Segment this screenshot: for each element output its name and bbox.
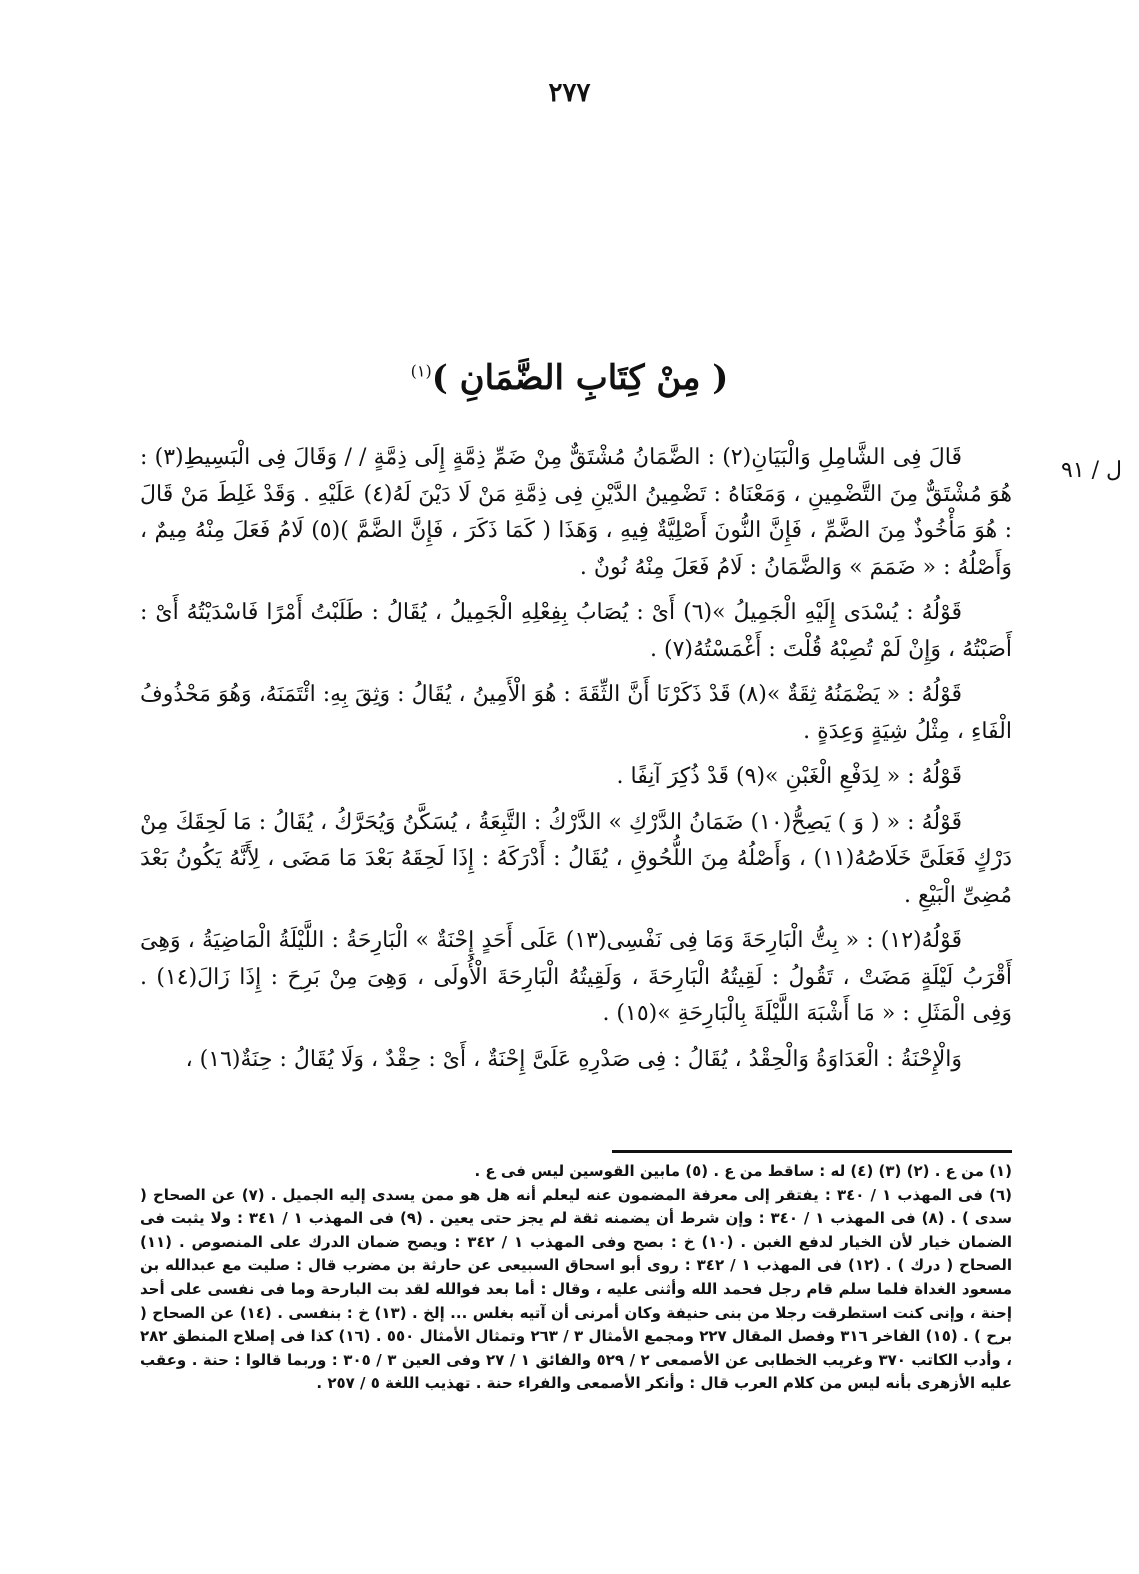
paragraph-ghabn: قَوْلُهُ : « لِدَفْعِ الْغَبْنِ »(٩) قَدْ ذُكِرَ آنِفًا . xyxy=(616,764,962,789)
footnote-line-short: (١) من ع . (٢) (٣) (٤) له : ساقط من ع . (٥) مابين القوسين ليس فى ع . xyxy=(474,1162,1012,1180)
paragraph-bariha: قَوْلُهُ(١٢) : « بِتُّ الْبَارِحَةَ وَمَا فِى نَفْسِى(١٣) عَلَى أَحَدٍ إِحْنَةٌ » الْبَارِحَةُ : اللَّيْلَةُ الْمَاضِيَةُ ، وَهِىَ أَقْرَبُ لَيْلَةٍ مَضَتْ ، تَقُولُ : لَقِيتُهُ الْبَارِحَةَ ، وَلَقِيتُهُ الْبَارِحَةَ الْأُولَى ، وَهِىَ مِنْ بَرِحَ : إِذَا زَالَ(١٤) . وَفِى الْمَثَلِ : « مَا أَشْبَهَ اللَّيْلَةَ بِالْبَارِحَةِ »(١٥) . xyxy=(140,928,1012,1026)
page-number: ٢٧٧ xyxy=(548,78,591,108)
footnote-divider xyxy=(612,1150,1012,1153)
manuscript-folio-note: ل / ٩١ xyxy=(1060,458,1122,483)
chapter-footnote-ref: (١) xyxy=(410,361,432,381)
footnote-block: (٦) فى المهذب ١ / ٣٤٠ : يفتقر إلى معرفة المضمون عنه ليعلم أنه هل هو ممن يسدى إليه الجميل . (٧) عن الصحاح ( سدى ) . (٨) فى المهذب ١ / ٣٤٠ : وإن شرط أن يضمنه ثقة لم يجز حتى يعين . (٩) فى المهذب ١ / ٣٤١ : ولا يثبت فى الضمان خيار لأن الخيار لدفع الغبن . (١٠) خ : بصح وفى المهذب ١ / ٣٤٢ : ويصح ضمان الدرك على المنصوص . (١١) الصحاح ( درك ) . (١٢) فى المهذب ١ / ٣٤٢ : روى أبو اسحاق السبيعى عن حارثة بن مضرب قال : صليت مع عبدالله بن مسعود الغداة فلما سلم قام رجل فحمد الله وأثنى عليه ، وقال : أما بعد فوالله لقد بت البارحة وما فى نفسى على أحد إحنة ، وإنى كنت استطرقت رجلا من بنى حنيفة وكان أمرنى أن آتيه بغلس ... إلخ . (١٣) خ : بنفسى . (١٤) عن الصحاح ( برح ) . (١٥) الفاخر ٣١٦ وفصل المقال ٢٢٧ ومجمع الأمثال ٣ / ٢٦٣ وتمثال الأمثال ٥٥٠ . (١٦) كذا فى إصلاح المنطق ٢٨٢ ، وأدب الكاتب ٣٧٠ وغريب الخطابى عن الأصمعى ٢ / ٥٢٩ والفائق ١ / ٢٧ وفى العين ٣ / ٣٠٥ : وربما قالوا : حنة . وعقب عليه الأزهرى بأنه ليس من كلام العرب قال : وأنكر الأصمعى والفراء حنة . تهذيب اللغة ٥ / ٢٥٧ . xyxy=(140,1185,1012,1393)
paragraph-dark: قَوْلُهُ : « ( وَ ) يَصِحُّ(١٠) ضَمَانُ الدَّرْكِ » الدَّرْكُ : التَّبِعَةُ ، يُسَكَّنُ وَيُحَرَّكُ ، يُقَالُ : مَا لَحِقَكَ مِنْ دَرْكٍ فَعَلَىَّ خَلَاصُهُ(١١) ، وَأَصْلُهُ مِنَ اللُّحُوقِ ، يُقَالُ : أَدْرَكَهُ : إِذَا لَحِقَهُ بَعْدَ مَا مَضَى ، لِأَنَّهُ يَكُونُ بَعْدَ مُضِىِّ الْبَيْعِ . xyxy=(140,809,1013,908)
paragraph-yusda: قَوْلُهُ : يُسْدَى إِلَيْهِ الْجَمِيلُ »(٦) أَىْ : يُصَابُ بِفِعْلِهِ الْجَمِيلُ ، يُقَالُ : طَلَبْتُ أَمْرًا فَاسْدَيْتُهُ أَىْ : أَصَبْتُهُ ، وَإِنْ لَمْ تُصِبْهُ قُلْتَ : أَغْمَسْتُهُ(٧) . xyxy=(140,600,1012,662)
paragraph-ihna: وَالْإِحْنَةُ : الْعَدَاوَةُ وَالْحِقْدُ ، يُقَالُ : فِى صَدْرِهِ عَلَىَّ إِحْنَةٌ ، أَىْ : حِقْدٌ ، وَلَا يُقَالُ : حِنَةٌ(١٦) ، xyxy=(185,1046,962,1072)
paragraph-thiqa: قَوْلُهُ : « يَضْمَنُهُ ثِقَةٌ »(٨) قَدْ ذَكَرْنَا أَنَّ الثِّقَةَ : هُوَ الْأَمِينُ ، يُقَالُ : وَثِقَ بِهِ: ائْتَمَنَهُ، وَهُوَ مَحْذُوفُ الْفَاءِ ، مِثْلُ شِيَةٍ وَعِدَةٍ . xyxy=(140,682,1012,744)
paragraph-daman-definition: قَالَ فِى الشَّامِلِ وَالْبَيَانِ(٢) : الضَّمَانُ مُشْتَقٌّ مِنْ ضَمِّ ذِمَّةٍ إِلَى ذِمَّةٍ / / وَقَالَ فِى الْبَسِيطِ(٣) : هُوَ مُشْتَقٌّ مِنَ التَّضْمِينِ ، وَمَعْنَاهُ : تَضْمِينُ الدَّيْنِ فِى ذِمَّةِ مَنْ لَا دَيْنَ لَهُ(٤) عَلَيْهِ . وَقَدْ غَلِطَ مَنْ قَالَ : هُوَ مَأْخُوذٌ مِنَ الضَّمِّ ، فَإِنَّ النُّونَ أَصْلِيَّةٌ فِيهِ ، وَهَذَا ( كَمَا ذَكَرَ ، فَإِنَّ الضَّمَّ )(٥) لَامُ فَعَلَ مِنْهُ مِيمٌ ، وَأَصْلُهُ : « ضَمَمَ » وَالضَّمَانُ : لَامُ فَعَلَ مِنْهُ نُونٌ . xyxy=(140,445,1012,580)
main-text xyxy=(140,440,1012,1087)
chapter-title xyxy=(0,358,1139,398)
footnotes xyxy=(140,1160,1012,1396)
chapter-title-text: ( مِنْ كِتَابِ الضَّمَانِ ) xyxy=(431,358,729,398)
